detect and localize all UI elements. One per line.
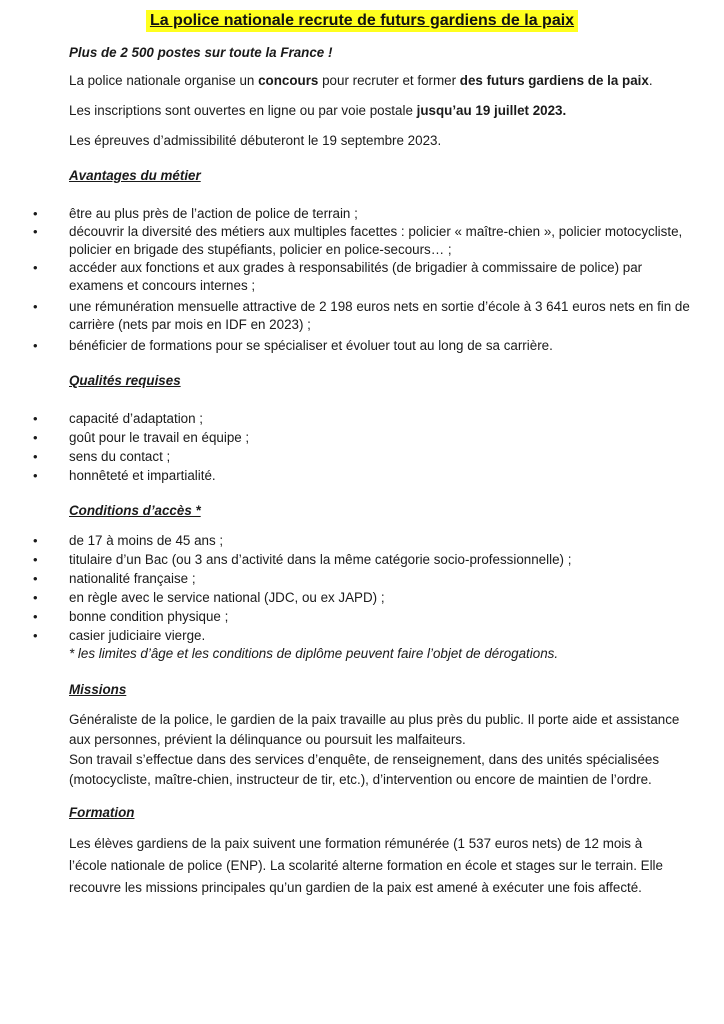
- section-heading-missions: Missions: [69, 682, 127, 697]
- intro-paragraph-epreuves: Les épreuves d’admissibilité débuteront le 19 septembre 2023.: [69, 133, 442, 148]
- page-title: La police nationale recrute de futurs gardiens de la paix: [146, 10, 578, 32]
- list-item: • bénéficier de formations pour se spécialiser et évoluer tout au long de sa carrière.: [69, 337, 699, 355]
- text-run: Les inscriptions sont ouvertes en ligne ou par voie postale: [69, 103, 417, 118]
- list-item: • une rémunération mensuelle attractive de 2 198 euros nets en sortie d’école à 3 641 euros nets en fin de carrière (nets par mois en IDF en 2023) ;: [69, 298, 699, 334]
- list-item: • de 17 à moins de 45 ans ;: [69, 532, 699, 550]
- section-heading-conditions: Conditions d’accès *: [69, 503, 201, 518]
- section-heading-avantages: Avantages du métier: [69, 168, 201, 183]
- missions-paragraph-2: Son travail s’effectue dans des services d’enquête, de renseignement, dans des unités spécialisées (motocycliste, maître-chien, instructeur de tir, etc.), d’intervention ou encore de maintien de l’ordre.: [69, 752, 660, 787]
- missions-paragraph-1: Généraliste de la police, le gardien de la paix travaille au plus près du public. Il porte aide et assistance aux personnes, prévient la délinquance ou poursuit les malfaiteurs.: [69, 712, 680, 747]
- list-item: • accéder aux fonctions et aux grades à responsabilités (de brigadier à commissaire de police) par examens et concours internes ;: [69, 259, 699, 295]
- intro-paragraph-concours: [69, 72, 669, 90]
- avantages-list: [69, 205, 699, 355]
- conditions-list: [69, 532, 699, 645]
- qualites-list: [69, 410, 699, 485]
- list-item: • titulaire d’un Bac (ou 3 ans d’activité dans la même catégorie socio-professionnelle) ;: [69, 551, 699, 569]
- list-item: • capacité d’adaptation ;: [69, 410, 699, 428]
- document-body: [69, 44, 699, 899]
- list-item: • honnêteté et impartialité.: [69, 467, 699, 485]
- text-run: La police nationale organise un: [69, 73, 259, 88]
- intro-headline: Plus de 2 500 postes sur toute la France !: [69, 45, 333, 60]
- list-item: • bonne condition physique ;: [69, 608, 699, 626]
- section-heading-formation: Formation: [69, 805, 135, 820]
- title-wrap: [0, 10, 724, 32]
- text-run-bold: des futurs gardiens de la paix: [459, 73, 649, 88]
- section-heading-qualites: Qualités requises: [69, 373, 181, 388]
- conditions-footnote: * les limites d’âge et les conditions de diplôme peuvent faire l’objet de dérogations.: [69, 646, 559, 661]
- list-item: • être au plus près de l’action de police de terrain ;: [69, 205, 699, 223]
- list-item: • casier judiciaire vierge.: [69, 627, 699, 645]
- text-run-bold: concours: [258, 73, 319, 88]
- list-item: • en règle avec le service national (JDC, ou ex JAPD) ;: [69, 589, 699, 607]
- text-run: .: [648, 73, 653, 88]
- formation-paragraph: Les élèves gardiens de la paix suivent une formation rémunérée (1 537 euros nets) de 12 mois à l’école nationale de police (ENP). La scolarité alterne formation en école et stages sur le terrain. Elle recouvre les missions principales qu’un gardien de la paix est amené à exécuter une fois affecté.: [69, 836, 663, 895]
- list-item: • sens du contact ;: [69, 448, 699, 466]
- text-run: pour recruter et former: [318, 73, 460, 88]
- list-item: • goût pour le travail en équipe ;: [69, 429, 699, 447]
- text-run-bold: jusqu’au 19 juillet 2023.: [416, 103, 567, 118]
- list-item: • nationalité française ;: [69, 570, 699, 588]
- list-item: • découvrir la diversité des métiers aux multiples facettes : policier « maître-chien », policier motocycliste, policier en brigade des stupéfiants, policier en police-secours… ;: [69, 223, 699, 259]
- intro-paragraph-inscriptions: [69, 102, 699, 120]
